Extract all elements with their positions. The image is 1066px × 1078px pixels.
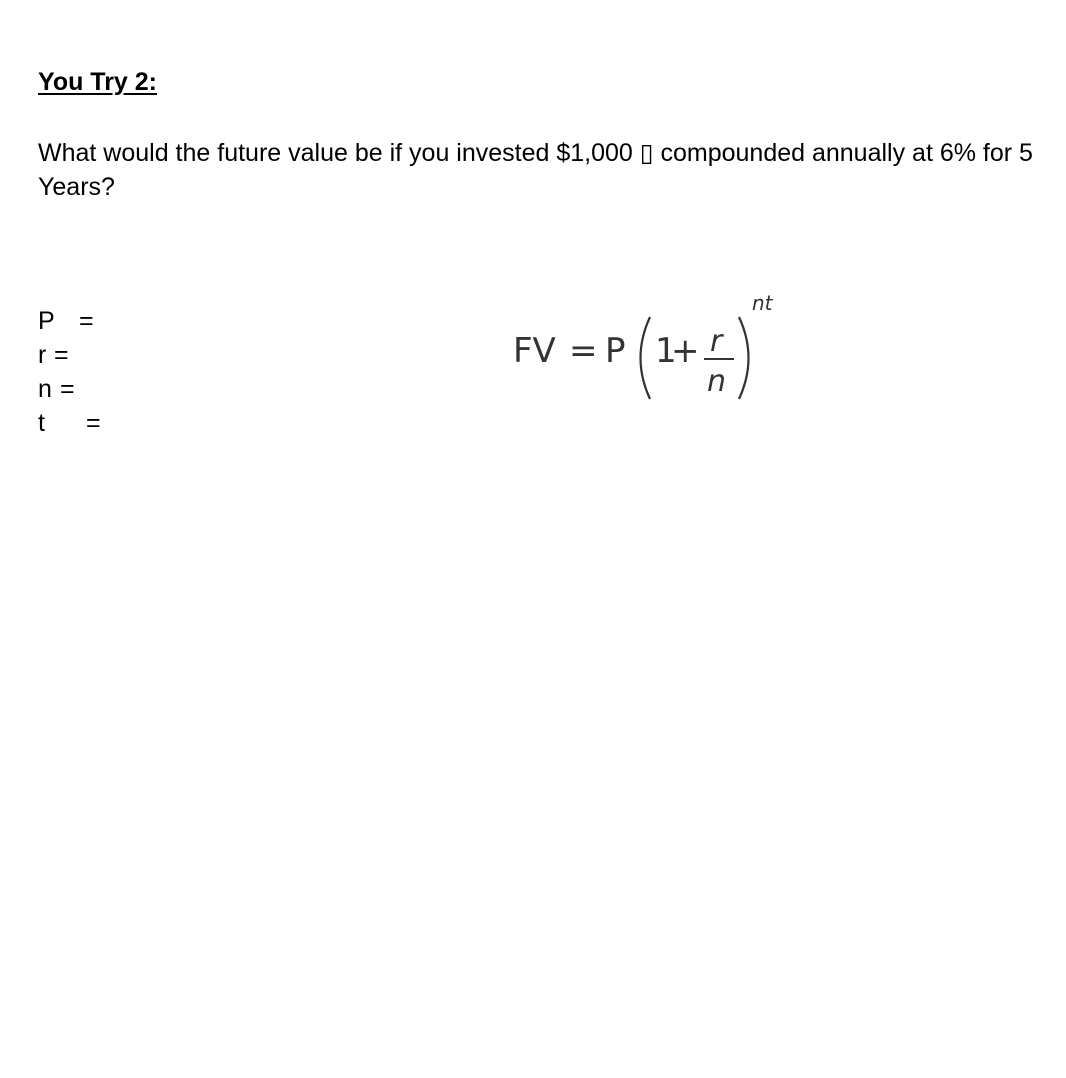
future-value-formula [505, 285, 795, 410]
formula-one: 1 [655, 331, 677, 371]
formula-principal: P [605, 331, 626, 371]
right-paren [739, 317, 749, 399]
formula-equals: = [569, 331, 598, 371]
heading: You Try 2: [38, 68, 158, 96]
formula-numerator: r [710, 324, 723, 359]
formula-exponent: nt [752, 291, 773, 315]
variable-equals: = [54, 341, 69, 369]
formula-lhs: FV [513, 331, 556, 371]
variable-symbol: t [38, 409, 45, 437]
formula-graphic [505, 285, 795, 410]
formula-plus: + [671, 331, 700, 371]
variable-symbol: n [38, 375, 52, 403]
formula-denominator: n [707, 364, 727, 399]
variable-symbol: r [38, 341, 47, 369]
variable-equals: = [60, 375, 75, 403]
variable-symbol: P [38, 307, 55, 335]
variable-equals: = [86, 409, 101, 437]
question-text: What would the future value be if you invested $1,000 ▯ compounded annually at 6% for 5 Years? [38, 139, 1033, 201]
left-paren [641, 317, 651, 399]
variable-equals: = [79, 307, 94, 335]
